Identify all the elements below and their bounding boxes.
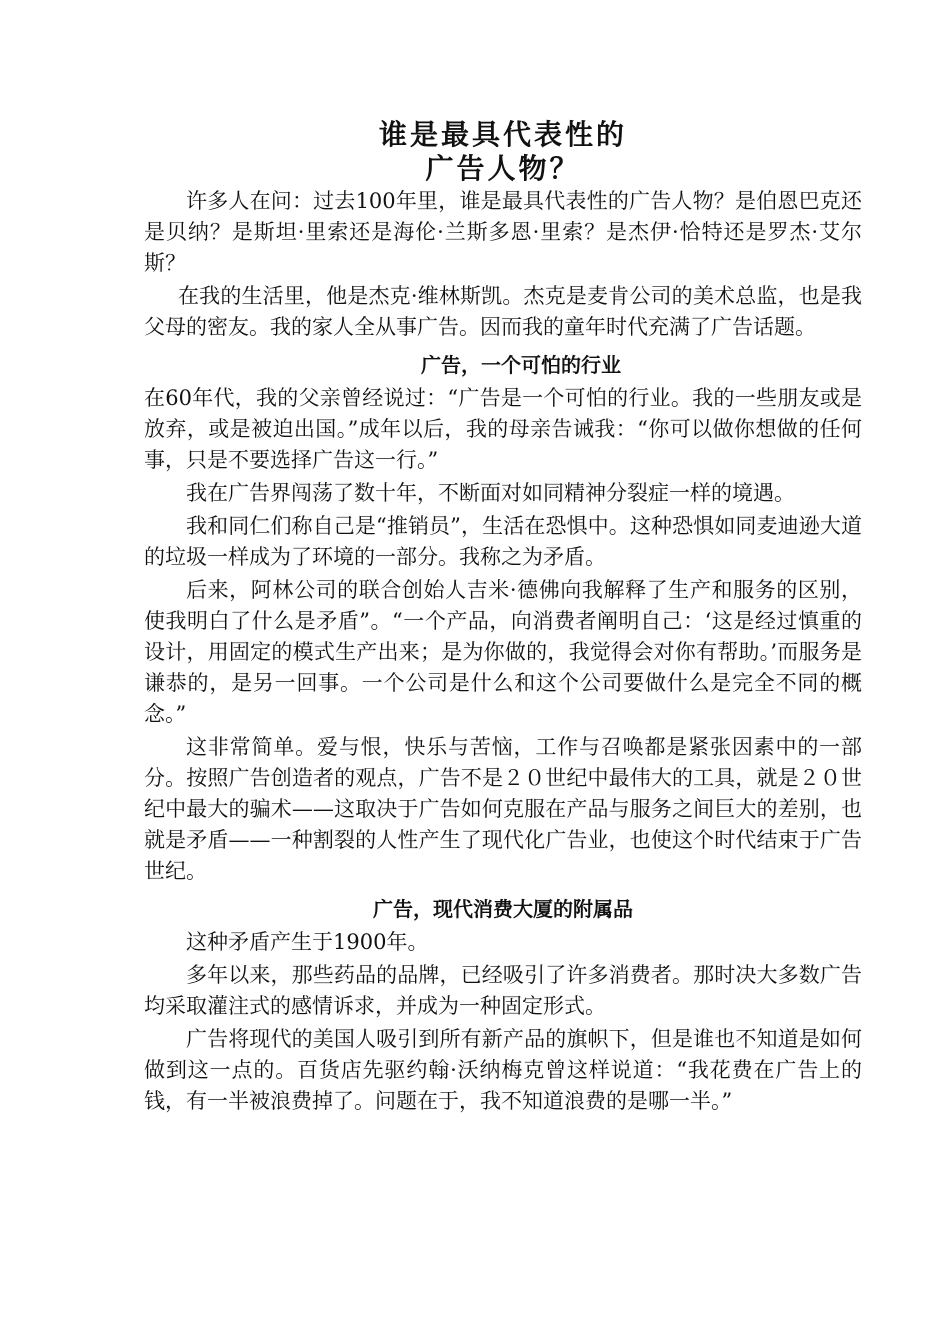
document-page	[144, 118, 862, 1119]
section2-paragraph-1: 这种矛盾产生于1900年。	[186, 930, 429, 954]
document-title	[144, 118, 862, 186]
section1-paragraph-2: 我在广告界闯荡了数十年，不断面对如同精神分裂症一样的境遇。	[186, 481, 795, 505]
section2-paragraph-3: 广告将现代的美国人吸引到所有新产品的旗帜下，但是谁也不知道是如何做到这一点的。百货店先驱约翰·沃纳梅克曾这样说道：“我花费在广告上的钱，有一半被浪费掉了。问题在于，我不知道浪费的是哪一半。”	[144, 1027, 862, 1113]
title-line-2: 广告人物？	[425, 152, 581, 185]
intro-paragraph-2: 在我的生活里，他是杰克·维林斯凯。杰克是麦肯公司的美术总监，也是我父母的密友。我的家人全从事广告。因而我的童年时代充满了广告话题。	[144, 284, 862, 339]
section-heading-2: 广告，现代消费大厦的附属品	[373, 897, 633, 921]
section1-paragraph-5: 这非常简单。爱与恨，快乐与苦恼，工作与召唤都是紧张因素中的一部分。按照广告创造者的观点，广告不是２０世纪中最伟大的工具，就是２０世纪中最大的骗术——这取决于广告如何克服在产品与服务之间巨大的差别，也就是矛盾——一种割裂的人性产生了现代化广告业，也使这个时代结束于广告世纪。	[144, 735, 862, 883]
intro-paragraph-1: 许多人在问：过去100年里，谁是最具代表性的广告人物？是伯恩巴克还是贝纳？是斯坦·里索还是海伦·兰斯多恩·里索？是杰伊·恰特还是罗杰·艾尔斯？	[144, 189, 862, 275]
section-heading-1: 广告，一个可怕的行业	[421, 353, 621, 377]
section1-paragraph-3: 我和同仁们称自己是“推销员”，生活在恐惧中。这种恐惧如同麦迪逊大道的垃圾一样成为了环境的一部分。我称之为矛盾。	[144, 514, 862, 569]
title-line-1: 谁是最具代表性的	[378, 118, 627, 151]
section2-paragraph-2: 多年以来，那些药品的品牌，已经吸引了许多消费者。那时决大多数广告均采取灌注式的感情诉求，并成为一种固定形式。	[144, 963, 862, 1018]
section1-paragraph-1: 在60年代，我的父亲曾经说过：“广告是一个可怕的行业。我的一些朋友或是放弃，或是被迫出国。”成年以后，我的母亲告诫我：“你可以做你想做的任何事，只是不要选择广告这一行。”	[144, 386, 862, 472]
section1-paragraph-4: 后来，阿林公司的联合创始人吉米·德佛向我解释了生产和服务的区别，使我明白了什么是矛盾”。“一个产品，向消费者阐明自己：‘这是经过慎重的设计，用固定的模式生产出来；是为你做的，我觉得会对你有帮助。’而服务是谦恭的，是另一回事。一个公司是什么和这个公司要做什么是完全不同的概念。”	[144, 578, 862, 726]
